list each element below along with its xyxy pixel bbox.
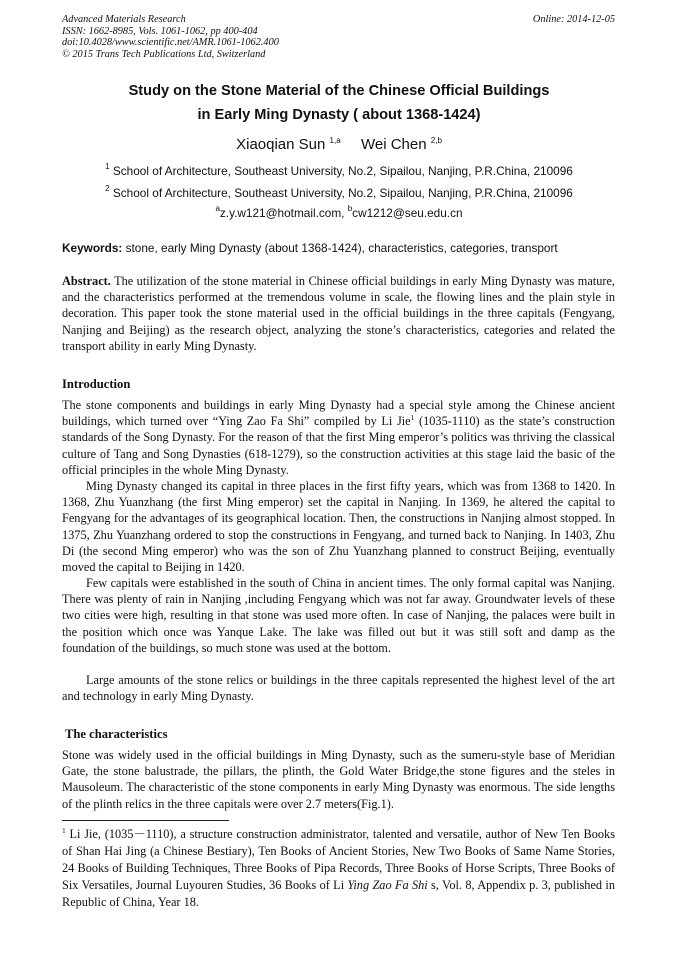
footnote-1 [62,826,615,911]
email-superscript: a [215,204,220,213]
footnote-number: 1 [62,826,66,835]
author-emails [62,205,616,221]
affiliation-1 [62,163,616,179]
section-heading-characteristics: The characteristics [65,727,168,741]
author-superscript: 1,a [329,136,341,145]
abstract [62,273,615,354]
paragraph-text: Large amounts of the stone relics or buildings in the three capitals represented the highest level of the art and technology in early Ming Dynasty. [62,673,615,704]
keywords-label: Keywords: [62,241,123,255]
email-link[interactable]: z.y.w121@hotmail.com, [219,206,345,220]
journal-header [62,14,279,60]
paragraph-text: (1035-1110) as the state’s construction standards of the Song Dynasty. For the reason of that the first Ming emperor’s politics was thriving the classical culture of Tang and Song Dynasties (618-1279), so the construction activities at this stage laid the basic of the official principles in the whole Ming Dynasty. [62,414,615,477]
author-list [62,135,616,155]
intro-paragraph-3 [62,575,615,656]
paragraph-text: Ming Dynasty changed its capital in three places in the first fifty years, which was from 1368 to 1420. In 1368, Zhu Yuanzhang (the first Ming emperor) set the capital in Nanjing. In 1369, he altered the capital to Fengyang for the advantages of its geographical location. Then, the constructions in Nanjing almost stopped. In 1375, Zhu Yuanzhang ordered to stop the constructions in Fengyang, and turned back to Nanjing. In 1403, Zhu Di (the second Ming emperor) who was the son of Zhu Yuanzhang planned to construct Beijing, eventually moved the capital to Beijing in 1420. [62,479,615,575]
footnote-italic-title: Ying Zao Fa Shi [347,878,428,892]
intro-paragraph-4 [62,672,615,704]
paragraph-text: The stone components and buildings in early Ming Dynasty had a special style among the Chinese ancient buildings, which turned over “Ying Zao Fa Shi” compiled by Li Jie [62,398,615,429]
footnote-divider [62,820,229,821]
footnote-text: s, Vol. 8, Appendix p. 3, published in Republic of China, Year 18. [62,878,615,909]
characteristics-paragraph-1 [62,747,615,812]
paragraph-text: Stone was widely used in the official buildings in Ming Dynasty, such as the sumeru-style base of Meridian Gate, the stone balustrade, the pillars, the plinth, the Gold Water Bridge,the stone figures and the steles in Mausoleum. The characteristic of the stone components in early Ming Dynasty was enormous. The side lengths of the plinth relics in the three capitals were over 2.7 meters(Fig.1). [62,748,615,811]
affiliation-2 [62,185,616,201]
abstract-text: The utilization of the stone material in Chinese official buildings in early Ming Dynasty was mature, and the characteristics performed at the tremendous volume in scale, the flowing lines and the plain style in decoration. This paper took the stone material used in the official buildings in the three capitals (Fengyang, Nanjing and Beijing) as the research object, analyzing the stone’s characteristics, categories and related the transport ability in early Ming Dynasty. [62,274,615,353]
author-name: Wei Chen [361,136,427,153]
keywords-text: stone, early Ming Dynasty (about 1368-1424), characteristics, categories, transport [125,241,558,255]
author-name: Xiaoqian Sun [236,136,326,153]
affiliation-text: School of Architecture, Southeast University, No.2, Sipailou, Nanjing, P.R.China, 210096 [112,186,573,200]
intro-paragraph-2 [62,478,615,575]
paper-title [62,79,616,127]
author-superscript: 2,b [430,136,442,145]
affiliation-superscript: 2 [105,184,110,193]
email-link[interactable]: cw1212@seu.edu.cn [352,206,463,220]
intro-paragraph-1 [62,397,615,478]
footnote-text: Li Jie, (1035－1110), a structure construction administrator, talented and versatile, author of New Ten Books of Shan Hai Jing (a Chinese Bestiary), Ten Books of Ancient Stories, New Two Books of Same Name Stories, 24 Books of Building Techniques, Three Books of Pipa Records, Three Books of Horse Scripts, Three Books of Six Versatiles, Journal Luyouren Studies, 36 Books of Li [62,827,615,892]
abstract-label: Abstract. [62,274,111,288]
affiliation-superscript: 1 [105,162,110,171]
affiliation-text: School of Architecture, Southeast University, No.2, Sipailou, Nanjing, P.R.China, 210096 [112,164,573,178]
paragraph-text: Few capitals were established in the south of China in ancient times. The only formal capital was Nanjing. There was plenty of rain in Nanjing ,including Fengyang which was not far away. Groundwater levels of these two cities were high, resulting in that stone was used more often. In case of Nanjing, the palaces were built in the position which once was Yanque Lake. The lake was filled out but it was still soft and damp as the foundation of the buildings, so much stone was used at the bottom. [62,576,615,655]
footnote-ref[interactable]: 1 [410,413,415,423]
journal-name: Advanced Materials Research [62,14,186,25]
section-heading-introduction: Introduction [62,377,131,391]
keywords [62,240,616,256]
title-line-2: in Early Ming Dynasty ( about 1368-1424) [197,107,481,123]
title-line-1: Study on the Stone Material of the Chinese Official Buildings [128,83,550,99]
journal-doi: doi:10.4028/www.scientific.net/AMR.1061-1062.400 [62,37,279,48]
email-superscript: b [347,204,353,213]
journal-issn: ISSN: 1662-8985, Vols. 1061-1062, pp 400-404 [62,25,258,37]
online-date: Online: 2014-12-05 [532,14,615,25]
journal-copyright: © 2015 Trans Tech Publications Ltd, Switzerland [62,48,266,60]
